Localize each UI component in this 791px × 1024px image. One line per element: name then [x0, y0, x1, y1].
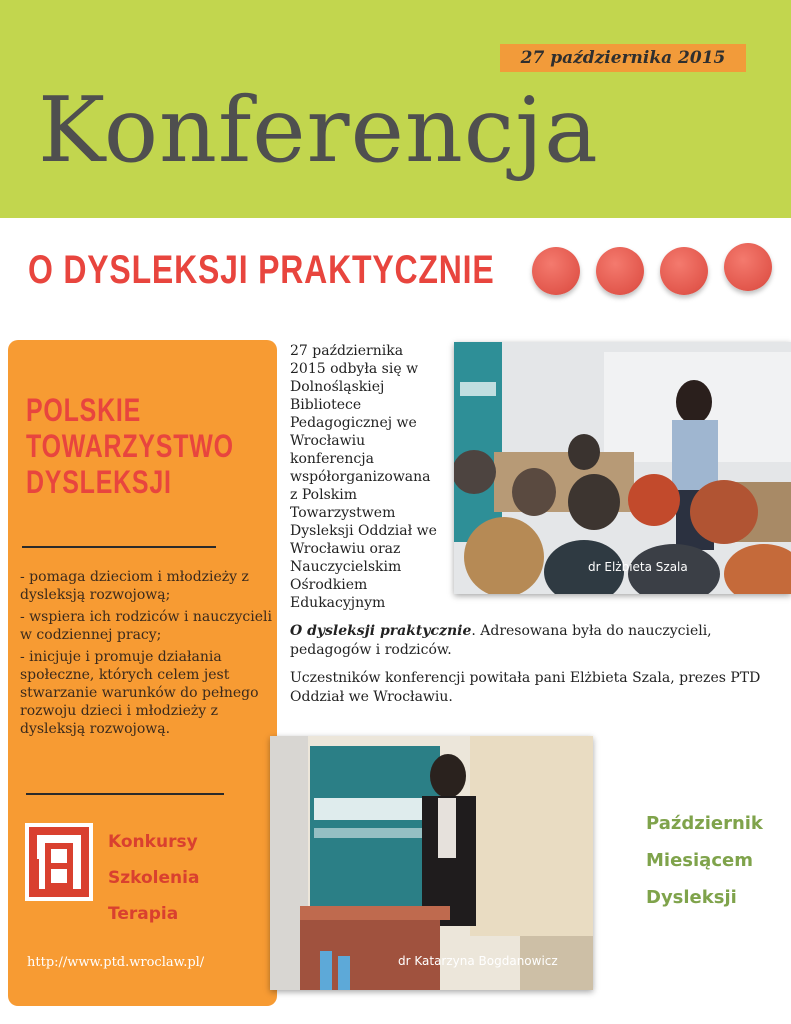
photo-speaker [270, 736, 593, 990]
photo-caption: dr Katarzyna Bogdanowicz [398, 954, 558, 968]
side-note-line: Miesiącem [646, 850, 753, 871]
circle-icon [660, 247, 708, 295]
header-banner [0, 0, 791, 218]
event-title: O dysleksji praktycznie [290, 623, 472, 639]
article-intro: 27 października 2015 odbyła się w Dolnośląskiej Bibliotece Pedagogicznej we Wrocławiu konferencja współorganizowana z Polskim Towarzystwem Dysleksji Oddział we Wrocławiu oraz Nauczycielskim Ośrodkiem Edukacyjnym [290, 343, 437, 611]
divider [26, 793, 224, 795]
divider [22, 546, 216, 548]
side-note-line: Październik [646, 813, 763, 834]
decorative-dots [530, 243, 780, 299]
sidebar-list [20, 568, 272, 742]
side-note-line: Dysleksji [646, 887, 737, 908]
list-item: - inicjuje i promuje działania społeczne, których celem jest stwarzanie warunków do pełnego rozwoju dzieci i młodzieży z dysleksją rozwojową. [20, 649, 259, 737]
list-item: - wspiera ich rodziców i nauczycieli w codziennej pracy; [20, 609, 272, 643]
article-body [290, 622, 770, 716]
subtitle: O DYSLEKSJI PRAKTYCZNIE [28, 248, 495, 292]
link-terapia[interactable]: Terapia [108, 904, 179, 924]
link-konkursy[interactable]: Konkursy [108, 832, 198, 852]
photo-caption: dr Elżbieta Szala [588, 560, 688, 574]
sidebar-links [108, 824, 199, 932]
link-szkolenia[interactable]: Szkolenia [108, 868, 200, 888]
article-continuation: . Adresowana była do nauczycieli, pedagogów i rodziców. [290, 623, 712, 658]
date-badge: 27 października 2015 [500, 44, 746, 72]
page-title: Konferencja [38, 78, 599, 183]
circle-icon [596, 247, 644, 295]
article-paragraph [290, 622, 770, 659]
website-link[interactable]: http://www.ptd.wroclaw.pl/ [27, 955, 205, 970]
sidebar [8, 340, 277, 1006]
list-item: - pomaga dzieciom i młodzieży z dysleksją rozwojową; [20, 569, 249, 603]
circle-icon [532, 247, 580, 295]
circle-icon [724, 243, 772, 291]
side-note [646, 805, 763, 916]
ptd-logo-icon [25, 823, 93, 901]
photo-conference-hall [454, 342, 791, 594]
sidebar-title: POLSKIE TOWARZYSTWO DYSLEKSJI [26, 392, 234, 500]
article-paragraph: Uczestników konferencji powitała pani Elżbieta Szala, prezes PTD Oddział we Wrocławiu. [290, 670, 761, 705]
